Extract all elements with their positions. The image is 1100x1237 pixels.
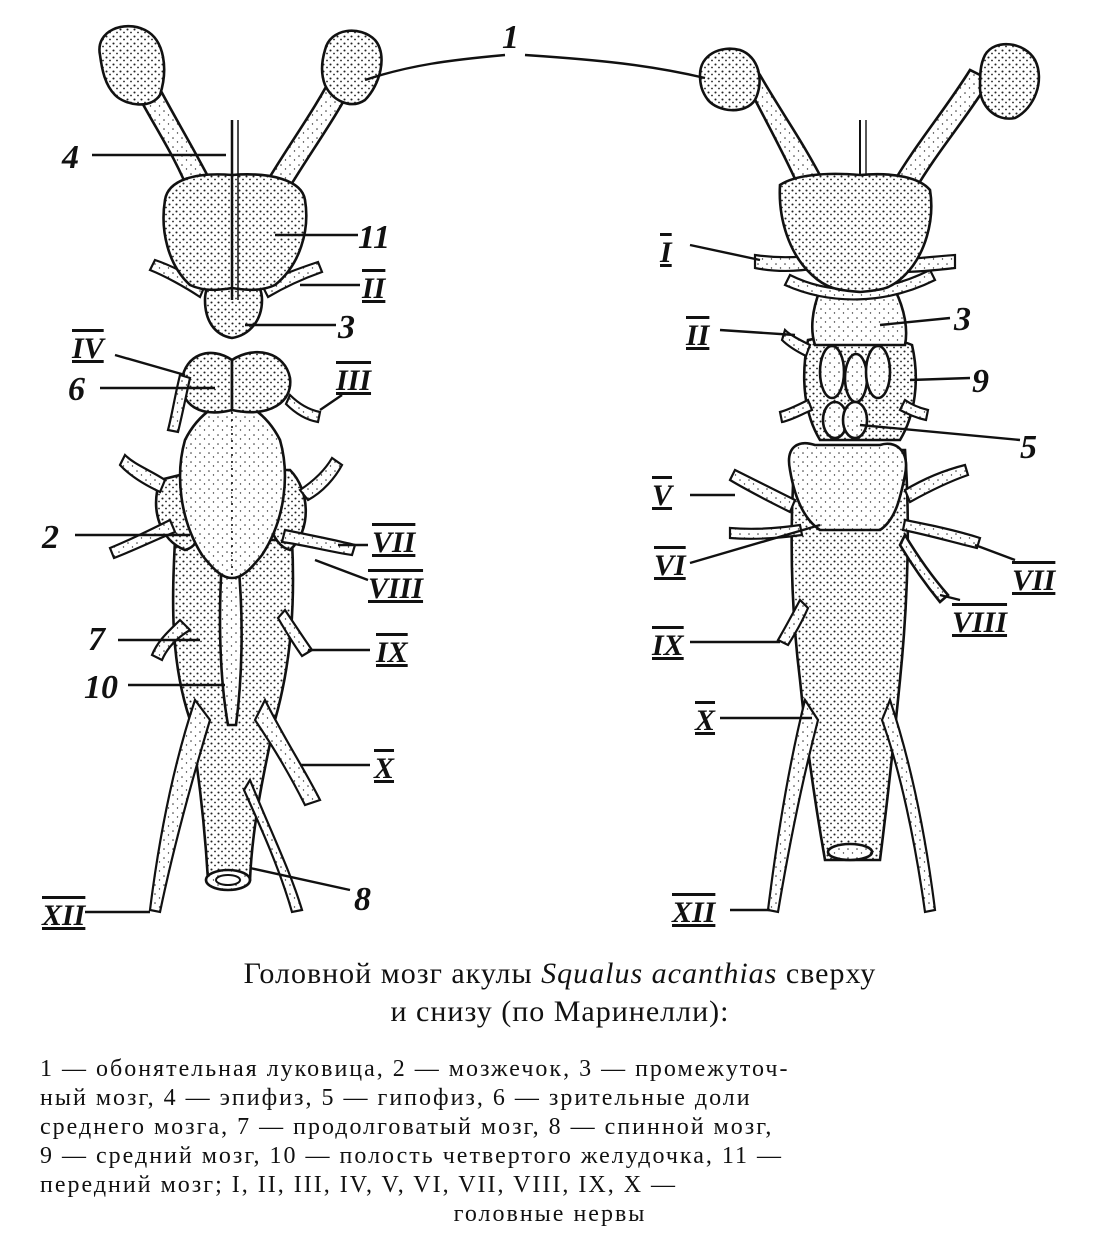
caption-line-1: [60, 955, 1060, 993]
nerve-vi-left: [730, 525, 802, 539]
label-nerve-VIII-dorsal: VIII: [368, 572, 424, 605]
olfactory-bulb-left: [99, 26, 164, 104]
label-5: 5: [1020, 429, 1037, 466]
nerve-vii-right-ventral: [903, 520, 980, 548]
label-nerve-VIII-ventral: VIII: [952, 606, 1008, 639]
legend-line-1: 1 — обонятельная луковица, 2 — мозжечок, 3 — промежуточ-: [40, 1056, 790, 1082]
label-nerve-I: I: [660, 236, 672, 269]
label-1: 1: [502, 19, 519, 56]
label-nerve-IV: IV: [72, 332, 104, 365]
caption-text-1: Головной мозг акулы: [243, 957, 542, 990]
figure-caption: [60, 955, 1060, 1031]
dorsal-view: [99, 26, 381, 912]
hindbrain-ventral: [789, 443, 906, 530]
nerve-v-left-dorsal: [120, 455, 165, 492]
label-nerve-VII-ventral: VII: [1012, 564, 1056, 597]
hypophysis-lower-right: [843, 402, 867, 438]
nerve-x-right-ventral: [882, 700, 935, 912]
hypophysis-mid: [845, 354, 867, 402]
label-2: 2: [42, 519, 59, 556]
ventral-view: [700, 44, 1039, 912]
label-nerve-VI: VI: [654, 549, 686, 582]
nerve-v-right-dorsal: [300, 458, 342, 500]
legend-line-6: головные нервы: [453, 1201, 647, 1227]
legend-line-4: 9 — средний мозг, 10 — полость четвертого желудочка, 11 —: [40, 1143, 783, 1169]
caption-latin-name: Squalus acanthias: [541, 957, 778, 990]
legend-line-2: ный мозг, 4 — эпифиз, 5 — гипофиз, 6 — зрительные доли: [40, 1085, 752, 1111]
label-nerve-IX-dorsal: IX: [376, 636, 408, 669]
optic-lobe-right: [232, 352, 290, 412]
label-nerve-IX-ventral: IX: [652, 629, 684, 662]
label-nerve-XII-ventral: XII: [672, 896, 716, 929]
label-nerve-XII-dorsal: XII: [42, 899, 86, 932]
caption-line-2: и снизу (по Маринелли):: [390, 995, 730, 1028]
label-3-dorsal: 3: [338, 309, 355, 346]
label-10: 10: [84, 669, 118, 706]
nerve-vii-left-dorsal: [110, 520, 175, 558]
olfactory-bulb-right: [322, 31, 382, 104]
hypophysis-right: [866, 346, 890, 398]
legend-line-5: передний мозг; I, II, III, IV, V, VI, VII, VIII, IX, X —: [40, 1172, 678, 1198]
label-3-ventral: 3: [954, 301, 971, 338]
nerve-iv-left: [168, 375, 190, 432]
nerve-iii-right: [286, 395, 320, 422]
label-9: 9: [972, 363, 989, 400]
label-4: 4: [62, 139, 79, 176]
olfactory-bulb-right-ventral: [980, 44, 1039, 118]
figure-legend: [40, 1055, 1060, 1229]
label-11: 11: [358, 219, 391, 256]
label-8: 8: [354, 881, 371, 918]
label-7: 7: [88, 621, 105, 658]
olfactory-tract-right-ventral: [892, 70, 990, 190]
label-nerve-II-ventral: II: [686, 319, 710, 352]
legend-line-3: среднего мозга, 7 — продолговатый мозг, 8 — спинной мозг,: [40, 1114, 774, 1140]
hypophysis-left: [820, 346, 844, 398]
spinal-cord-end-ventral: [828, 844, 872, 860]
caption-text-2: сверху: [777, 957, 877, 990]
label-nerve-III: III: [336, 364, 372, 397]
nerve-v-left-ventral: [730, 470, 795, 512]
label-nerve-X-dorsal: X: [374, 752, 395, 785]
label-6: 6: [68, 371, 85, 408]
fourth-ventricle: [220, 560, 242, 725]
olfactory-bulb-left-ventral: [700, 49, 760, 110]
nerve-x-left-ventral: [768, 700, 818, 912]
label-nerve-X-ventral: X: [695, 704, 716, 737]
nerve-v-right-ventral: [905, 465, 968, 502]
label-nerve-II-dorsal: II: [362, 272, 386, 305]
forebrain-ventral: [780, 174, 931, 292]
label-nerve-VII-dorsal: VII: [372, 526, 416, 559]
nerve-iii-left-ventral: [780, 400, 812, 422]
label-nerve-V: V: [652, 479, 673, 512]
forebrain-dorsal: [164, 174, 307, 289]
